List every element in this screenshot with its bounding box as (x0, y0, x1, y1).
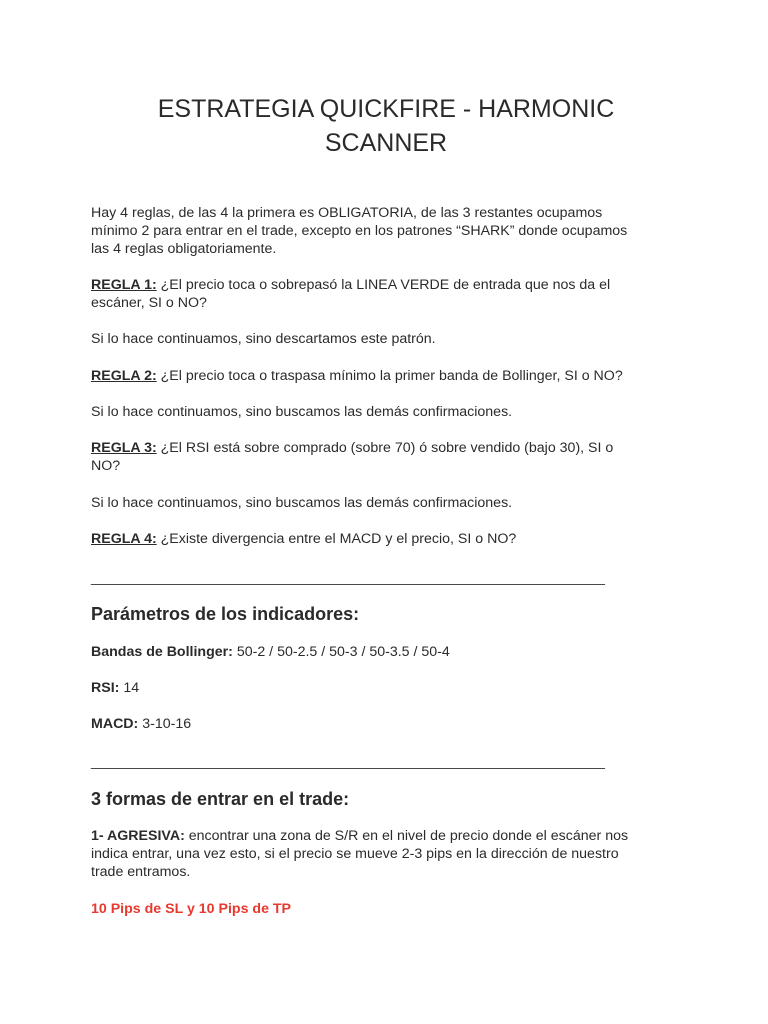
intro-line: las 4 reglas obligatoriamente. (91, 241, 277, 257)
rule-1-followup: Si lo hace continuamos, sino descartamos este patrón. (91, 331, 436, 347)
entries-heading: 3 formas de entrar en el trade: (91, 789, 350, 809)
aggressive-label: 1- AGRESIVA: (91, 828, 185, 844)
rsi-label: RSI: (91, 680, 120, 696)
param-bollinger (91, 643, 681, 661)
rule-1-label: REGLA 1: (91, 277, 157, 293)
intro-paragraph (91, 204, 681, 258)
entry-aggressive (91, 827, 681, 881)
rule-1-text: ¿El precio toca o sobrepasó la LINEA VERDE de entrada que nos da el (156, 277, 611, 293)
title-line-1: ESTRATEGIA QUICKFIRE - HARMONIC (157, 95, 615, 123)
aggressive-text: trade entramos. (91, 864, 191, 880)
rsi-value: 14 (119, 680, 140, 696)
aggressive-text: indica entrar, una vez esto, si el precio se mueve 2-3 pips en la dirección de nuestro (91, 846, 619, 862)
intro-line: mínimo 2 para entrar en el trade, excepto en los patrones “SHARK” donde ocupamos (91, 223, 628, 239)
intro-line: Hay 4 reglas, de las 4 la primera es OBLIGATORIA, de las 3 restantes ocupamos (91, 205, 603, 221)
rule-2-label: REGLA 2: (91, 368, 157, 384)
macd-label: MACD: (91, 716, 139, 732)
rule-3-text: ¿El RSI está sobre comprado (sobre 70) ó sobre vendido (bajo 30), SI o (156, 440, 614, 456)
rule-3-text: NO? (91, 458, 121, 474)
param-rsi (91, 679, 681, 697)
rule-1-text: escáner, SI o NO? (91, 295, 207, 311)
separator-line: __________________________________________________________________ (91, 753, 605, 769)
rule-2 (91, 367, 681, 385)
rule-2-text: ¿El precio toca o traspasa mínimo la primer banda de Bollinger, SI o NO? (156, 368, 623, 384)
rule-2-followup: Si lo hace continuamos, sino buscamos las demás confirmaciones. (91, 404, 513, 420)
bollinger-value: 50-2 / 50-2.5 / 50-3 / 50-3.5 / 50-4 (232, 644, 450, 660)
rule-3-label: REGLA 3: (91, 440, 157, 456)
param-macd (91, 715, 681, 733)
separator-line: __________________________________________________________________ (91, 569, 605, 585)
macd-value: 3-10-16 (138, 716, 192, 732)
rule-1 (91, 276, 681, 312)
sl-tp-note: 10 Pips de SL y 10 Pips de TP (91, 901, 292, 917)
aggressive-text: encontrar una zona de S/R en el nivel de precio donde el escáner nos (184, 828, 629, 844)
bollinger-label: Bandas de Bollinger: (91, 644, 233, 660)
rule-3 (91, 439, 681, 475)
rule-4-label: REGLA 4: (91, 531, 157, 547)
title-line-2: SCANNER (324, 129, 448, 157)
params-heading: Parámetros de los indicadores: (91, 604, 360, 624)
rule-4-text: ¿Existe divergencia entre el MACD y el precio, SI o NO? (156, 531, 517, 547)
document-title (91, 92, 681, 160)
rule-4 (91, 530, 681, 548)
rule-3-followup: Si lo hace continuamos, sino buscamos las demás confirmaciones. (91, 495, 513, 511)
